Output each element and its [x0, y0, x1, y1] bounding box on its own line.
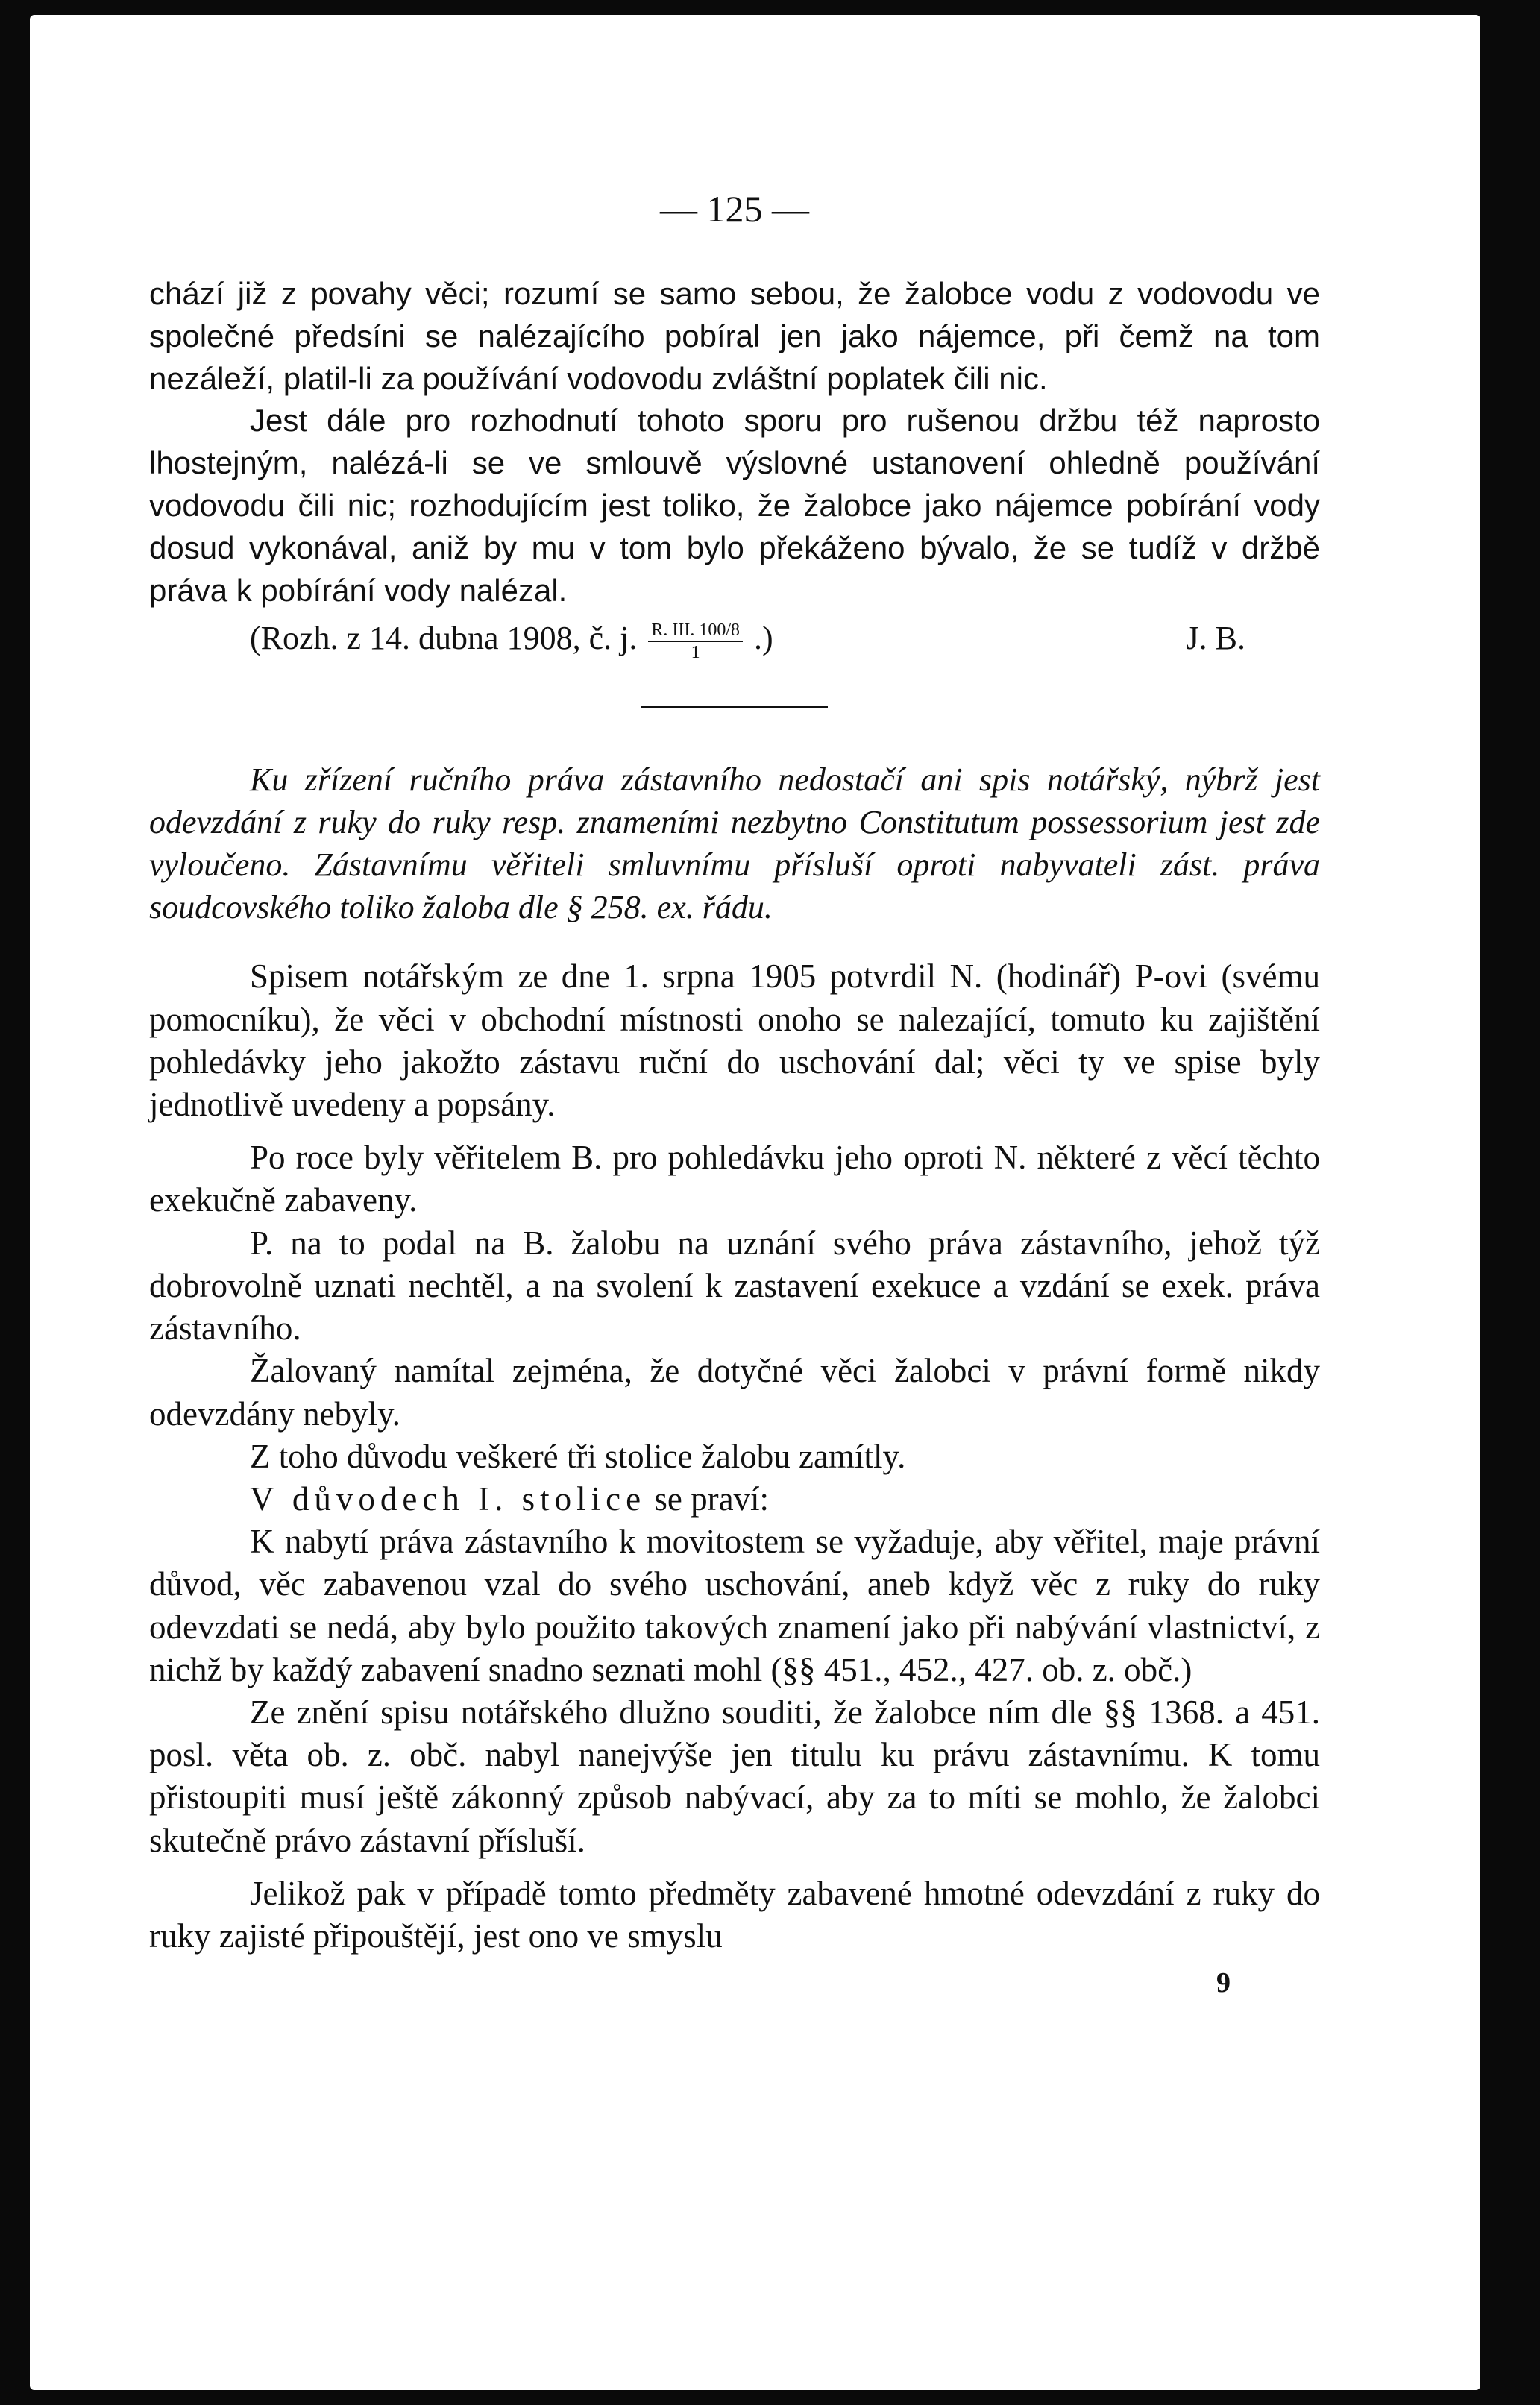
author-initials: J. B. — [1186, 620, 1245, 657]
section-divider — [641, 706, 828, 708]
case-headnote: Ku zřízení ručního práva zástavního nedostačí ani spis notářský, nýbrž jest odevzdání z ruky do ruky resp. znameními nezbytno Constitutum possessorium jest zde vyloučeno. Zástavnímu věřiteli smluvnímu přísluší oproti nabyvateli zást. práva soudcovského toliko žaloba dle § 258. ex. řádu. — [149, 761, 1320, 925]
citation-row — [149, 616, 1320, 663]
paragraph-reasons-heading — [149, 1478, 1320, 1521]
page-content — [149, 186, 1320, 2005]
document-page — [30, 15, 1480, 2390]
paragraph-dismissal: Z toho důvodu veškeré tři stolice žalobu zamítly. — [250, 1437, 906, 1475]
paragraph-objection: Žalovaný namítal zejména, že dotyčné věci žalobci v právní formě nikdy odevzdány nebyly. — [149, 1352, 1320, 1433]
paragraph-pledge-requirements: K nabytí práva zástavního k movitostem se vyžaduje, aby věřitel, maje právní důvod, věc zabavenou vzal do svého uschování, aneb když věc z ruky do ruky odevzdati se nedá, aby bylo použito takových znamení jako při nabývání vlastnictví, z nichž by každý zabavení snadno seznati mohl (§§ 451., 452., 427. ob. z. obč.) — [149, 1523, 1320, 1688]
citation-prefix: (Rozh. z 14. dubna 1908, č. j. — [250, 620, 638, 657]
reasons-rest-text: se praví: — [646, 1480, 770, 1518]
signature-mark: 9 — [1216, 1967, 1231, 1999]
citation-numerator: R. III. 100/8 — [648, 620, 743, 642]
citation-fraction — [648, 620, 743, 663]
paragraph-seizure: Po roce byly věřitelem B. pro pohledávku jeho oproti N. některé z věcí těchto exekučně zabaveny. — [149, 1139, 1320, 1219]
paragraph-possession: Jest dále pro rozhodnutí tohoto sporu pro rušenou držbu též naprosto lhostejným, nalézá-li se ve smlouvě výslovné ustanovení ohledně používání vodovodu čili nic; rozhodujícím jest toliko, že žalobce jako nájemce pobírání vody dosud vykonával, aniž by mu v tom bylo překáženo bývalo, že se tudíž v držbě práva k pobírání vody nalézal. — [149, 403, 1320, 608]
case-body — [149, 955, 1320, 1958]
paragraph-notarial-deed: Spisem notářským ze dne 1. srpna 1905 potvrdil N. (hodinář) P-ovi (svému pomocníku), že věci v obchodní místnosti onoho se nalezající, tomuto ku zajištění pohledávky jeho jakožto zástavu ruční do uschování dal; věci ty ve spise byly jednotlivě uvedeny a popsány. — [149, 958, 1320, 1124]
citation-suffix: .) — [754, 620, 773, 657]
paragraph-handover: Jelikož pak v případě tomto předměty zabavené hmotné odevzdání z ruky do ruky zajisté připouštějí, jest ono ve smyslu — [149, 1874, 1320, 1955]
paragraph-title-only: Ze znění spisu notářského dlužno souditi, že žalobce ním dle §§ 1368. a 451. posl. věta ob. z. obč. nabyl nanejvýše jen titulu ku právu zástavnímu. K tomu přistoupiti musí ještě zákonný způsob nabývací, aby za to míti se mohlo, že žalobci skutečně právo zástavní přísluší. — [149, 1693, 1320, 1859]
paragraph-lawsuit: P. na to podal na B. žalobu na uznání svého práva zástavního, jehož týž dobrovolně uznati nechtěl, a na svolení k zastavení exekuce a vzdání se exek. práva zástavního. — [149, 1224, 1320, 1348]
page-number-header: — 125 — — [660, 188, 809, 230]
citation-denominator: 1 — [691, 643, 700, 663]
citation — [250, 616, 773, 663]
paragraph-continued: chází již z povahy věci; rozumí se samo sebou, že žalobce vodu z vodovodu ve společné předsíni se nalézajícího pobíral jen jako nájemce, při čemž na tom nezáleží, platil-li za používání vodovodu zvláštní poplatek čili nic. — [149, 276, 1320, 396]
reasons-spaced-text: V důvodech I. stolice — [250, 1480, 647, 1518]
